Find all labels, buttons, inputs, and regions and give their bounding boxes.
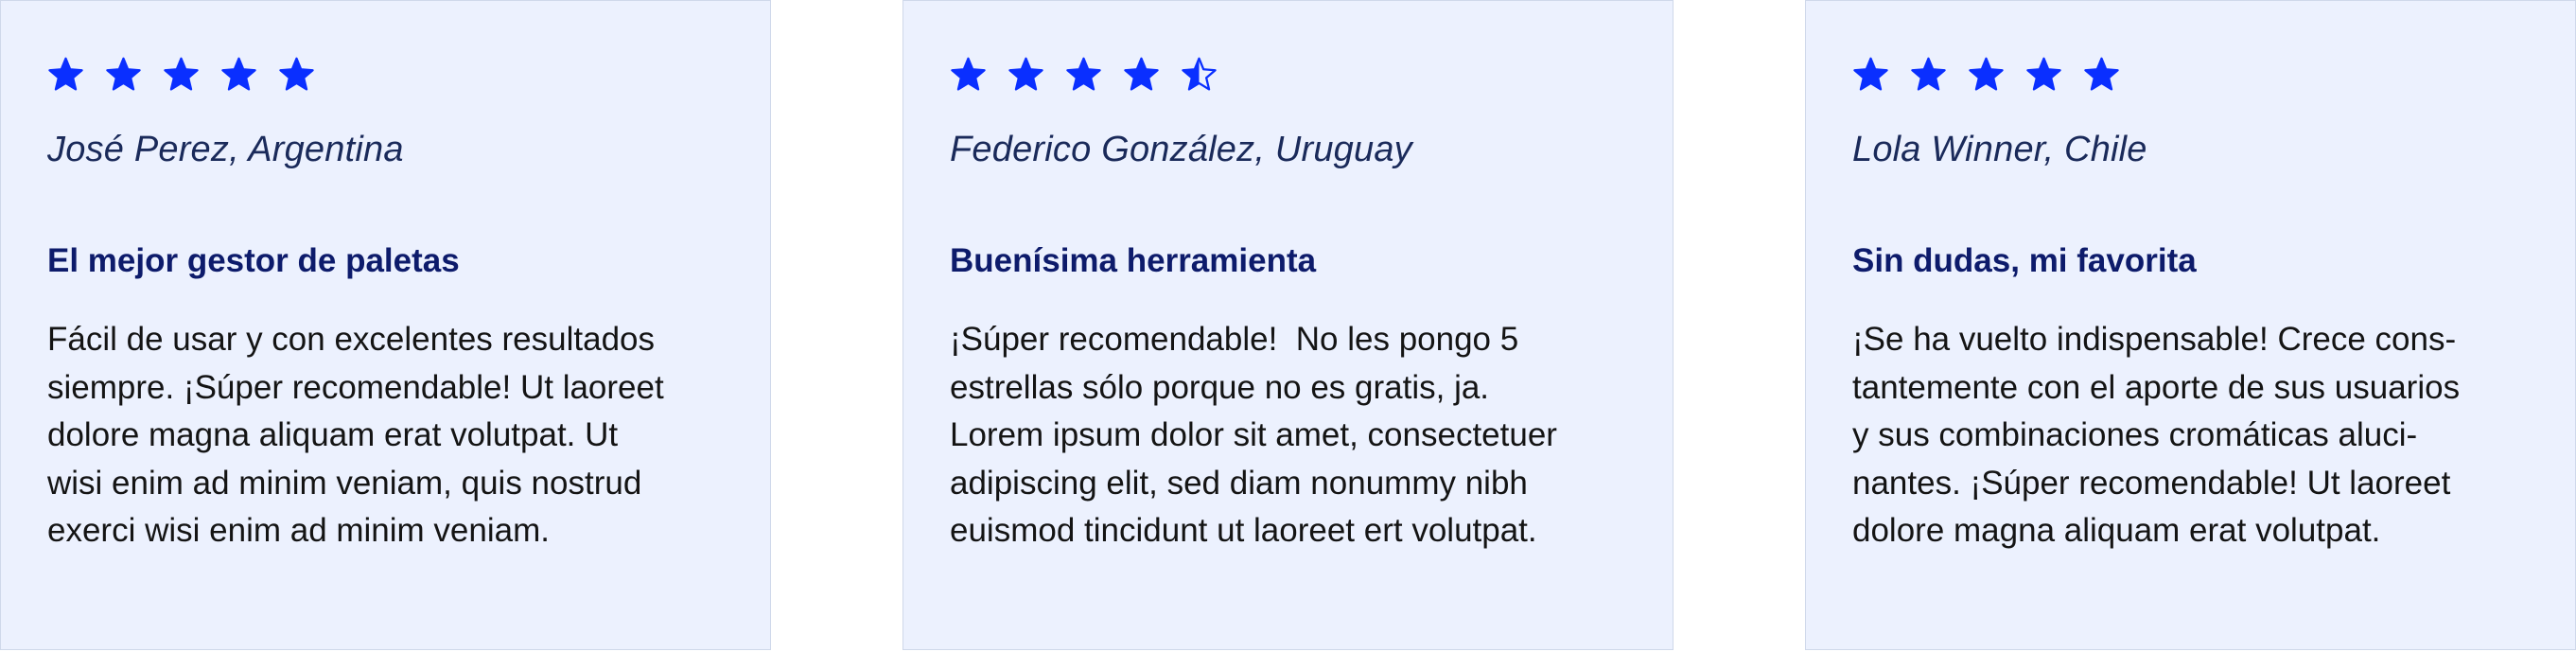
review-line: dolore magna aliquam erat volutpat. bbox=[1852, 512, 2381, 549]
review-card bbox=[1805, 0, 2576, 650]
review-card bbox=[902, 0, 1674, 650]
star-full-icon bbox=[220, 56, 257, 92]
star-full-icon bbox=[1065, 56, 1102, 92]
star-full-icon bbox=[105, 56, 142, 92]
review-body bbox=[1852, 316, 2533, 555]
star-full-icon bbox=[278, 56, 315, 92]
star-full-icon bbox=[2025, 56, 2062, 92]
star-full-icon bbox=[1008, 56, 1044, 92]
star-rating bbox=[950, 54, 1218, 94]
star-full-icon bbox=[1968, 56, 2005, 92]
review-line: wisi enim ad minim veniam, quis nostrud bbox=[47, 464, 642, 502]
review-author: Federico González, Uruguay bbox=[950, 130, 1412, 169]
review-line: euismod tincidunt ut laoreet ert volutpat. bbox=[950, 512, 1537, 549]
review-body bbox=[950, 316, 1631, 555]
review-line: Lorem ipsum dolor sit amet, consectetuer bbox=[950, 416, 1557, 453]
review-line: tantemente con el aporte de sus usuarios bbox=[1852, 368, 2461, 406]
review-line: estrellas sólo porque no es gratis, ja. bbox=[950, 368, 1490, 406]
review-author: José Perez, Argentina bbox=[47, 130, 404, 169]
review-title: Sin dudas, mi favorita bbox=[1852, 242, 2197, 279]
star-full-icon bbox=[950, 56, 987, 92]
review-line: Fácil de usar y con excelentes resultados bbox=[47, 321, 655, 358]
star-full-icon bbox=[1910, 56, 1947, 92]
star-full-icon bbox=[1852, 56, 1889, 92]
review-body bbox=[47, 316, 728, 555]
star-rating bbox=[47, 54, 315, 94]
review-card bbox=[0, 0, 771, 650]
review-line: ¡Se ha vuelto indispensable! Crece cons- bbox=[1852, 321, 2457, 358]
review-author: Lola Winner, Chile bbox=[1852, 130, 2147, 169]
review-line: dolore magna aliquam erat volutpat. Ut bbox=[47, 416, 619, 453]
review-line: ¡Súper recomendable! No les pongo 5 bbox=[950, 321, 1519, 358]
review-line: y sus combinaciones cromáticas aluci- bbox=[1852, 416, 2418, 453]
star-full-icon bbox=[47, 56, 84, 92]
review-line: adipiscing elit, sed diam nonummy nibh bbox=[950, 464, 1528, 502]
star-full-icon bbox=[1123, 56, 1160, 92]
review-title: Buenísima herramienta bbox=[950, 242, 1317, 279]
star-half-icon bbox=[1181, 56, 1218, 92]
star-full-icon bbox=[163, 56, 200, 92]
star-rating bbox=[1852, 54, 2120, 94]
review-line: siempre. ¡Súper recomendable! Ut laoreet bbox=[47, 368, 664, 406]
star-full-icon bbox=[2083, 56, 2120, 92]
review-line: nantes. ¡Súper recomendable! Ut laoreet bbox=[1852, 464, 2451, 502]
review-title: El mejor gestor de paletas bbox=[47, 242, 460, 279]
review-line: exerci wisi enim ad minim veniam. bbox=[47, 512, 550, 549]
